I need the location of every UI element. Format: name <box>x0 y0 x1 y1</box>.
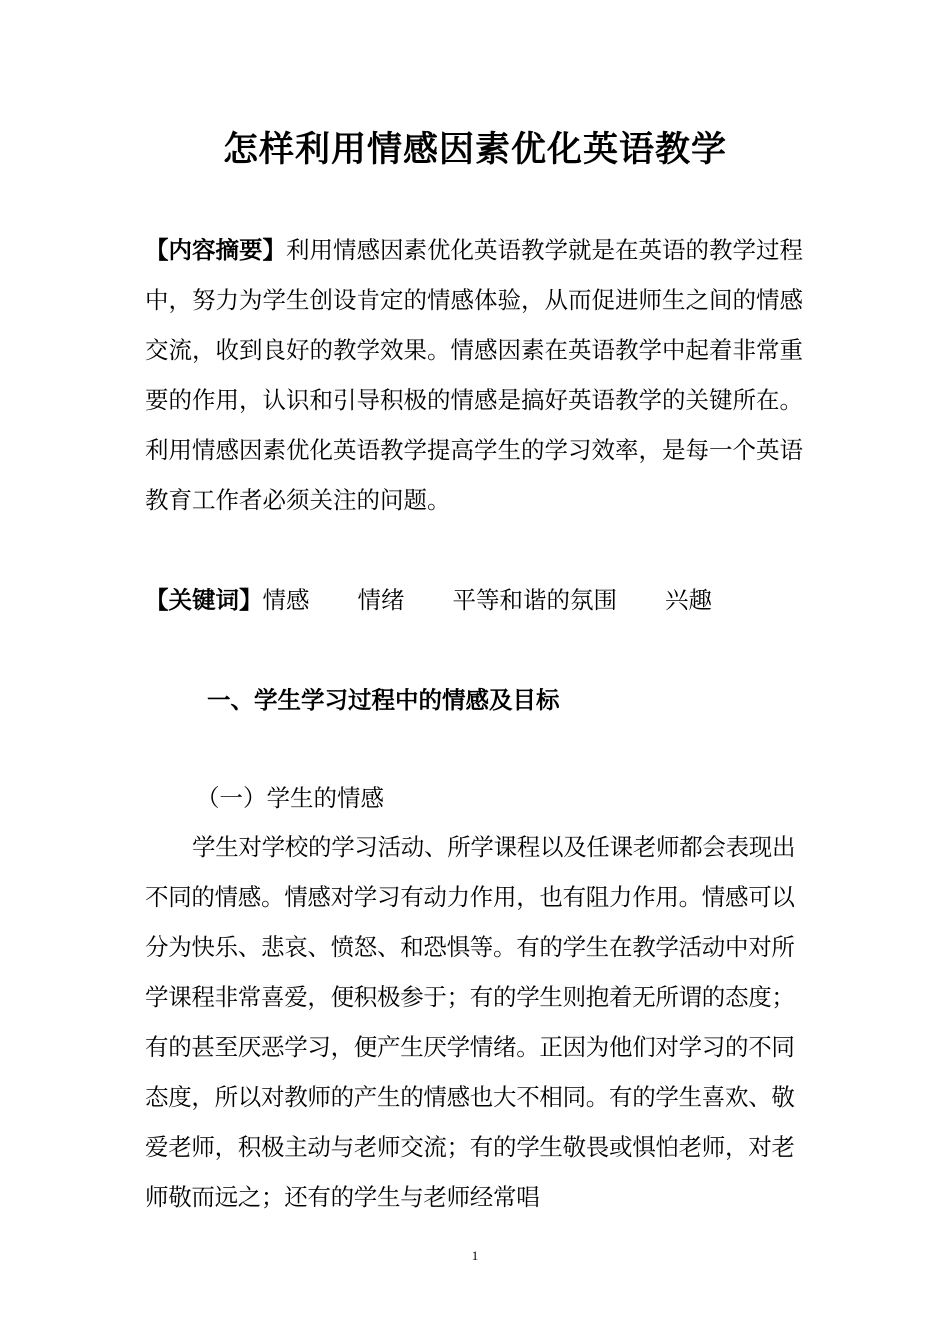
keywords-label: 【关键词】 <box>145 586 263 614</box>
abstract-text: 利用情感因素优化英语教学就是在英语的教学过程中，努力为学生创设肯定的情感体验，从而促进师生之间的情感交流，收到良好的教学效果。情感因素在英语教学中起着非常重要的作用，认识和引导积极的情感是搞好英语教学的关键所在。利用情感因素优化英语教学提高学生的学习效率，是每一个英语教育工作者必须关注的问题。 <box>145 236 803 514</box>
abstract-paragraph <box>145 225 815 525</box>
document-title: 怎样利用情感因素优化英语教学 <box>222 130 727 170</box>
keyword-item: 平等和谐的氛围 <box>452 586 617 614</box>
body-paragraph: 学生对学校的学习活动、所学课程以及任课老师都会表现出不同的情感。情感对学习有动力作用，也有阻力作用。情感可以分为快乐、悲哀、愤怒、和恐惧等。有的学生在教学活动中对所学课程非常喜爱，便积极参于；有的学生则抱着无所谓的态度；有的甚至厌恶学习，便产生厌学情绪。正因为他们对学习的不同态度，所以对教师的产生的情感也大不相同。有的学生喜欢、敬爱老师，积极主动与老师交流；有的学生敬畏或惧怕老师，对老师敬而远之；还有的学生与老师经常唱 <box>145 833 796 1211</box>
keywords-line <box>145 575 815 625</box>
keyword-item: 情绪 <box>357 586 405 614</box>
abstract-label: 【内容摘要】 <box>145 236 286 264</box>
keyword-item: 兴趣 <box>665 586 712 614</box>
keyword-item: 情感 <box>262 586 310 614</box>
section-heading: 一、学生学习过程中的情感及目标 <box>207 686 560 714</box>
subsection-heading: （一）学生的情感 <box>196 784 384 812</box>
page-number: 1 <box>471 1248 479 1263</box>
